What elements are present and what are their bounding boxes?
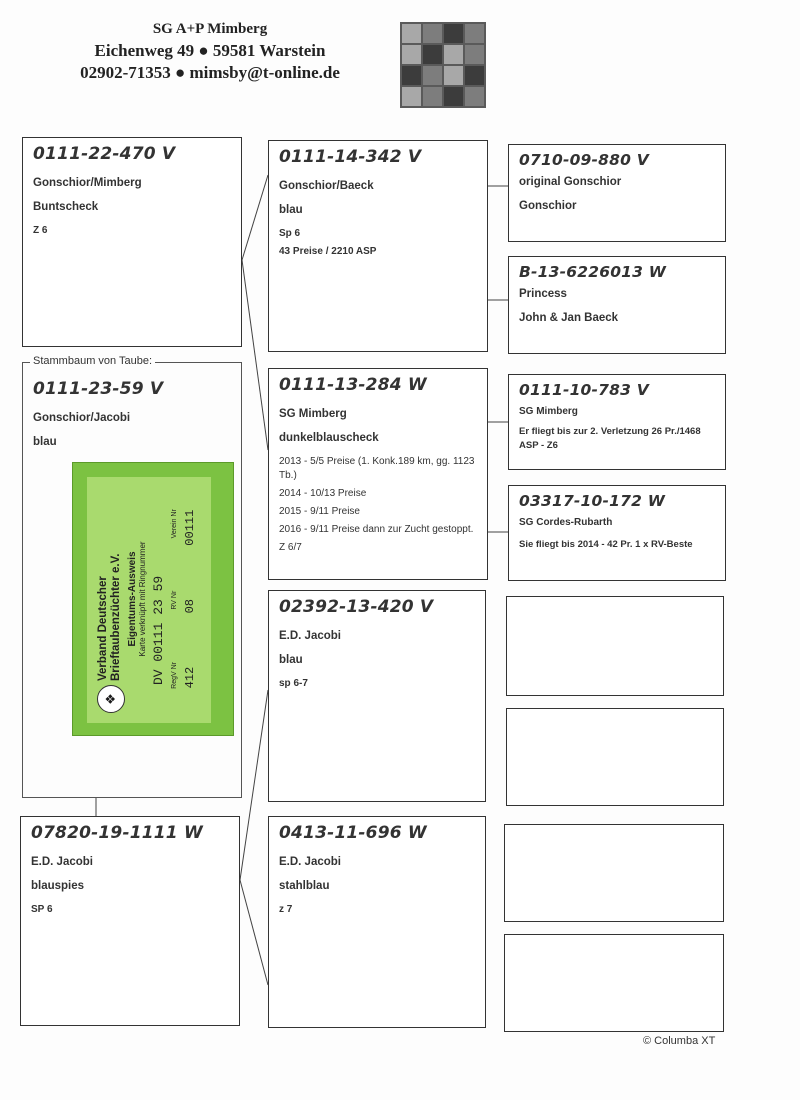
ff-ring-number: 0111-14-342 V xyxy=(279,147,422,167)
fm-ring-number: 0111-13-284 W xyxy=(279,375,427,395)
fmm-box xyxy=(508,485,726,581)
father-father-box xyxy=(268,140,488,352)
breeder-name: SG A+P Mimberg xyxy=(152,21,268,37)
mother-breeder: E.D. Jacobi xyxy=(31,856,93,868)
card-labels xyxy=(171,483,178,715)
ff-breeder: Gonschior/Baeck xyxy=(279,180,374,192)
card-values xyxy=(183,483,197,715)
mf-ring-number: 02392-13-420 V xyxy=(279,597,434,617)
card-ring-number: DV 00111 23 59 xyxy=(151,575,166,685)
mm-color: stahlblau xyxy=(279,880,330,892)
breeder-contact: 02902-71353 ● mimsby@t-online.de xyxy=(80,63,340,82)
ffm-line1: Princess xyxy=(519,288,567,300)
mfm-box-empty xyxy=(506,708,724,806)
father-note: Z 6 xyxy=(33,225,48,236)
card-title xyxy=(127,483,147,715)
mother-father-box xyxy=(268,590,486,802)
fmm-ring-number: 03317-10-172 W xyxy=(519,492,666,510)
card-title-text: Eigentums-Ausweis xyxy=(127,551,138,647)
father-color: Buntscheck xyxy=(33,201,99,213)
card-label-verein: Verein Nr xyxy=(171,509,178,539)
card-value-rv: 08 xyxy=(183,599,197,614)
fmf-line2: Er fliegt bis zur 2. Verletzung 26 Pr./1468 ASP - Z6 xyxy=(519,426,701,451)
fmm-line2: Sie fliegt bis 2014 - 42 Pr. 1 x RV-Beste xyxy=(519,539,693,550)
fff-ring-number: 0710-09-880 V xyxy=(519,151,649,169)
vdb-logo-icon: ❖ xyxy=(97,685,125,713)
card-value-regv: 412 xyxy=(183,666,197,689)
mm-note: z 7 xyxy=(279,904,293,915)
card-label-rv: RV Nr xyxy=(171,590,178,610)
mm-breeder: E.D. Jacobi xyxy=(279,856,341,868)
mother-ring-number: 07820-19-1111 W xyxy=(31,823,203,843)
ff-note2: 43 Preise / 2210 ASP xyxy=(279,246,377,257)
mother-box xyxy=(20,816,240,1026)
mff-box-empty xyxy=(506,596,724,696)
mother-note: SP 6 xyxy=(31,904,53,915)
mother-color: blauspies xyxy=(31,880,85,892)
fm-result-2015: 2015 - 9/11 Preise xyxy=(279,506,360,517)
main-breeder: Gonschior/Jacobi xyxy=(33,412,131,424)
ffm-box xyxy=(508,256,726,354)
mother-mother-box xyxy=(268,816,486,1028)
father-ring-number: 0111-22-470 V xyxy=(33,144,176,164)
card-value-verein: 00111 xyxy=(183,509,197,546)
father-box xyxy=(22,137,242,347)
ownership-card xyxy=(72,462,234,736)
mf-color: blau xyxy=(279,654,303,666)
breeder-address: Eichenweg 49 ● 59581 Warstein xyxy=(94,41,326,60)
father-breeder: Gonschior/Mimberg xyxy=(33,177,142,189)
ff-note1: Sp 6 xyxy=(279,228,301,239)
mmf-box-empty xyxy=(504,824,724,922)
main-ring-number: 0111-23-59 V xyxy=(33,379,164,399)
card-organization: Verband Deutscher Brieftaubenzüchter e.V. xyxy=(97,553,122,681)
fff-line1: original Gonschior xyxy=(519,176,622,188)
fm-result-2014: 2014 - 10/13 Preise xyxy=(279,488,367,499)
fm-note: Z 6/7 xyxy=(279,542,302,553)
ff-color: blau xyxy=(279,204,303,216)
fff-line2: Gonschior xyxy=(519,200,577,212)
father-mother-box xyxy=(268,368,488,580)
ffm-ring-number: B-13-6226013 W xyxy=(519,263,667,281)
main-color: blau xyxy=(33,436,57,448)
fmf-ring-number: 0111-10-783 V xyxy=(519,381,649,399)
card-label-regv: RegV Nr xyxy=(171,661,178,689)
fm-result-2013: 2013 - 5/5 Preise (1. Konk.189 km, gg. 1123 Tb.) xyxy=(279,456,475,481)
ffm-line2: John & Jan Baeck xyxy=(519,312,619,324)
fmf-line1: SG Mimberg xyxy=(519,406,578,417)
mmm-box-empty xyxy=(504,934,724,1032)
fff-box xyxy=(508,144,726,242)
mm-ring-number: 0413-11-696 W xyxy=(279,823,427,843)
mf-note: sp 6-7 xyxy=(279,678,308,689)
mf-breeder: E.D. Jacobi xyxy=(279,630,341,642)
copyright: © Columba XT xyxy=(643,1035,716,1047)
card-subtitle: Karte verknüpft mit Ringnummer xyxy=(138,541,147,657)
fmf-box xyxy=(508,374,726,470)
fm-result-2016: 2016 - 9/11 Preise dann zur Zucht gestoppt. xyxy=(279,524,474,535)
fm-color: dunkelblauscheck xyxy=(279,432,379,444)
fm-breeder: SG Mimberg xyxy=(279,408,347,420)
fmm-line1: SG Cordes-Rubarth xyxy=(519,517,613,528)
pedigree-legend: Stammbaum von Taube: xyxy=(30,355,155,367)
